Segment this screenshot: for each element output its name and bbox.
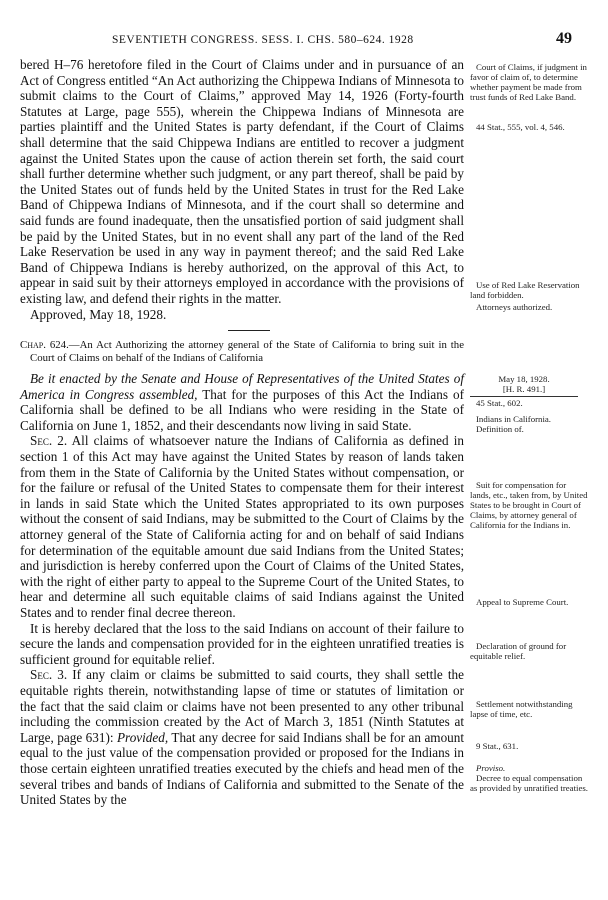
margin-note-settlement: Settlement notwithstanding lapse of time, etc. [470, 699, 573, 719]
main-text-column [20, 57, 464, 808]
margin-note-stat-cite: 45 Stat., 602. [476, 398, 523, 408]
proviso-label: Provided, [117, 729, 169, 745]
section-3-label: Sec. 3. [30, 667, 68, 683]
section-1-paragraph [20, 371, 464, 433]
margin-note-court-of-claims: Court of Claims, if judgment in favor of claim of, to determine whether payment be made from trust funds of Red Lake Band. [470, 62, 587, 102]
chapter-title: 624.—An Act Authorizing the attorney general of the State of California to bring suit in the Court of Claims on behalf of the Indians of California [30, 339, 464, 365]
chapter-label: Chap. [20, 339, 46, 352]
margin-note-red-lake: Use of Red Lake Reservation land forbidden. [470, 280, 580, 300]
section-3-text: If any claim or claims be submitted to said courts, they shall settle the equitable rights therein, notwithstanding lapse of time or statutes of limitation or the fact that the said claim or claims have not been presented to any other tribunal including the commission created by the Act of March 3, 1851 (Ninth Statutes at Large, page 631): [20, 667, 464, 745]
chapter-heading [20, 339, 464, 365]
approval-line: Approved, May 18, 1928. [30, 306, 167, 322]
margin-note-bill: [H. R. 491.] [502, 384, 546, 394]
section-separator [228, 330, 270, 331]
section-2-label: Sec. 2. [30, 433, 68, 449]
margin-note-proviso: Proviso. [476, 763, 506, 773]
proviso-text: That any decree for said Indians shall be for an amount equal to the just value of the compensation provided or proposed for the Indians in those certain eighteen unratified treaties executed by the chiefs and head men of the several tribes and bands of Indians of California and submitted to the Senate of the United States by the [20, 729, 465, 808]
margin-note-definition: Definition of. [476, 424, 524, 434]
margin-note-stat-631: 9 Stat., 631. [476, 741, 519, 751]
margin-note-date: May 18, 1928. [498, 374, 550, 384]
declaration-paragraph: It is hereby declared that the loss to the said Indians on account of their failure to secure the lands and compensation provided for in the eighteen unratified treaties is sufficient ground for equitable relief. [20, 620, 464, 667]
section-2-text: All claims of whatsoever nature the Indians of California as defined in section 1 of this Act may have against the United States by reason of lands taken from them in the State of California by the United States without compensation, or for the failure or refusal of the United States to compensate them for their interest in lands in said State which the United States appropriated to its own purposes without the consent of said Indians, may be submitted to the Court of Claims by the attorney general of the State of California acting for and on behalf of said Indians for determination of the equitable amount due said Indians from the United States; and jurisdiction is hereby conferred upon the Court of Claims of the United States, with the right of either party to appeal to the Supreme Court of the United States, to hear and determine all such equitable claims of said Indians against the United States and to render final decree thereon. [20, 433, 464, 620]
page-number: 49 [556, 30, 572, 47]
margin-note-decree: Decree to equal compensation as provided by unratified treaties. [470, 773, 588, 793]
continued-paragraph: bered H–76 heretofore filed in the Court of Claims under and in pursuance of an Act of Congress entitled “An Act authorizing the Chippewa Indians of Minnesota to submit claims to the Court of Claims,” approved May 14, 1926 (Forty-fourth Statutes at Large, page 555), wherein the Chippewa Indians of Minnesota are parties plaintiff and the United States is party defendant, if the Court of Claims shall determine that the said Chippewa Indians are entitled to recover a judgment against the United States upon the cause of action therein set forth, the said court shall further determine whether such judgment, or any part thereof, shall be paid by the United States out of funds held by the United States in trust for the Red Lake Band of Chippewa Indians of Minnesota, and if the court shall so determine and said funds are found inadequate, then the unsatisfied portion of said judgment shall be paid by the United States, but in no event shall any part of the land of the Red Lake Reservation be used in any way in payment thereof; and the said Red Lake Band of Chippewa Indians is hereby authorized, on the approval of this Act, to appear in said suit by their attorneys employed in accordance with the provisions of existing law, and defend their rights in the matter. [20, 57, 464, 306]
section-3-paragraph [20, 667, 464, 807]
margin-note-appeal: Appeal to Supreme Court. [476, 597, 569, 607]
margin-note-indians-california: Indians in California. [476, 414, 552, 424]
margin-note-suit: Suit for compensation for lands, etc., taken from, by United States to be brought in Court of Claims, by attorney general of California for the Indians in. [470, 480, 588, 530]
margin-note-court-cite: 44 Stat., 555, vol. 4, 546. [476, 122, 565, 132]
running-head: SEVENTIETH CONGRESS. SESS. I. CHS. 580–624. 1928 [112, 34, 414, 46]
section-1-text: That for the purposes of this Act the Indians of California shall be defined to be all Indians who were residing in the State of California on June 1, 1852, and their descendants now living in said State. [20, 386, 464, 433]
enacting-clause: Be it enacted by the Senate and House of Representatives of the United States of America in Congress assembled, [20, 371, 464, 402]
margin-note-attorneys: Attorneys authorized. [476, 302, 553, 312]
margin-rule [470, 396, 578, 397]
section-2-paragraph [20, 433, 464, 620]
margin-notes [470, 0, 588, 900]
margin-note-declaration: Declaration of ground for equitable relief. [470, 641, 567, 661]
